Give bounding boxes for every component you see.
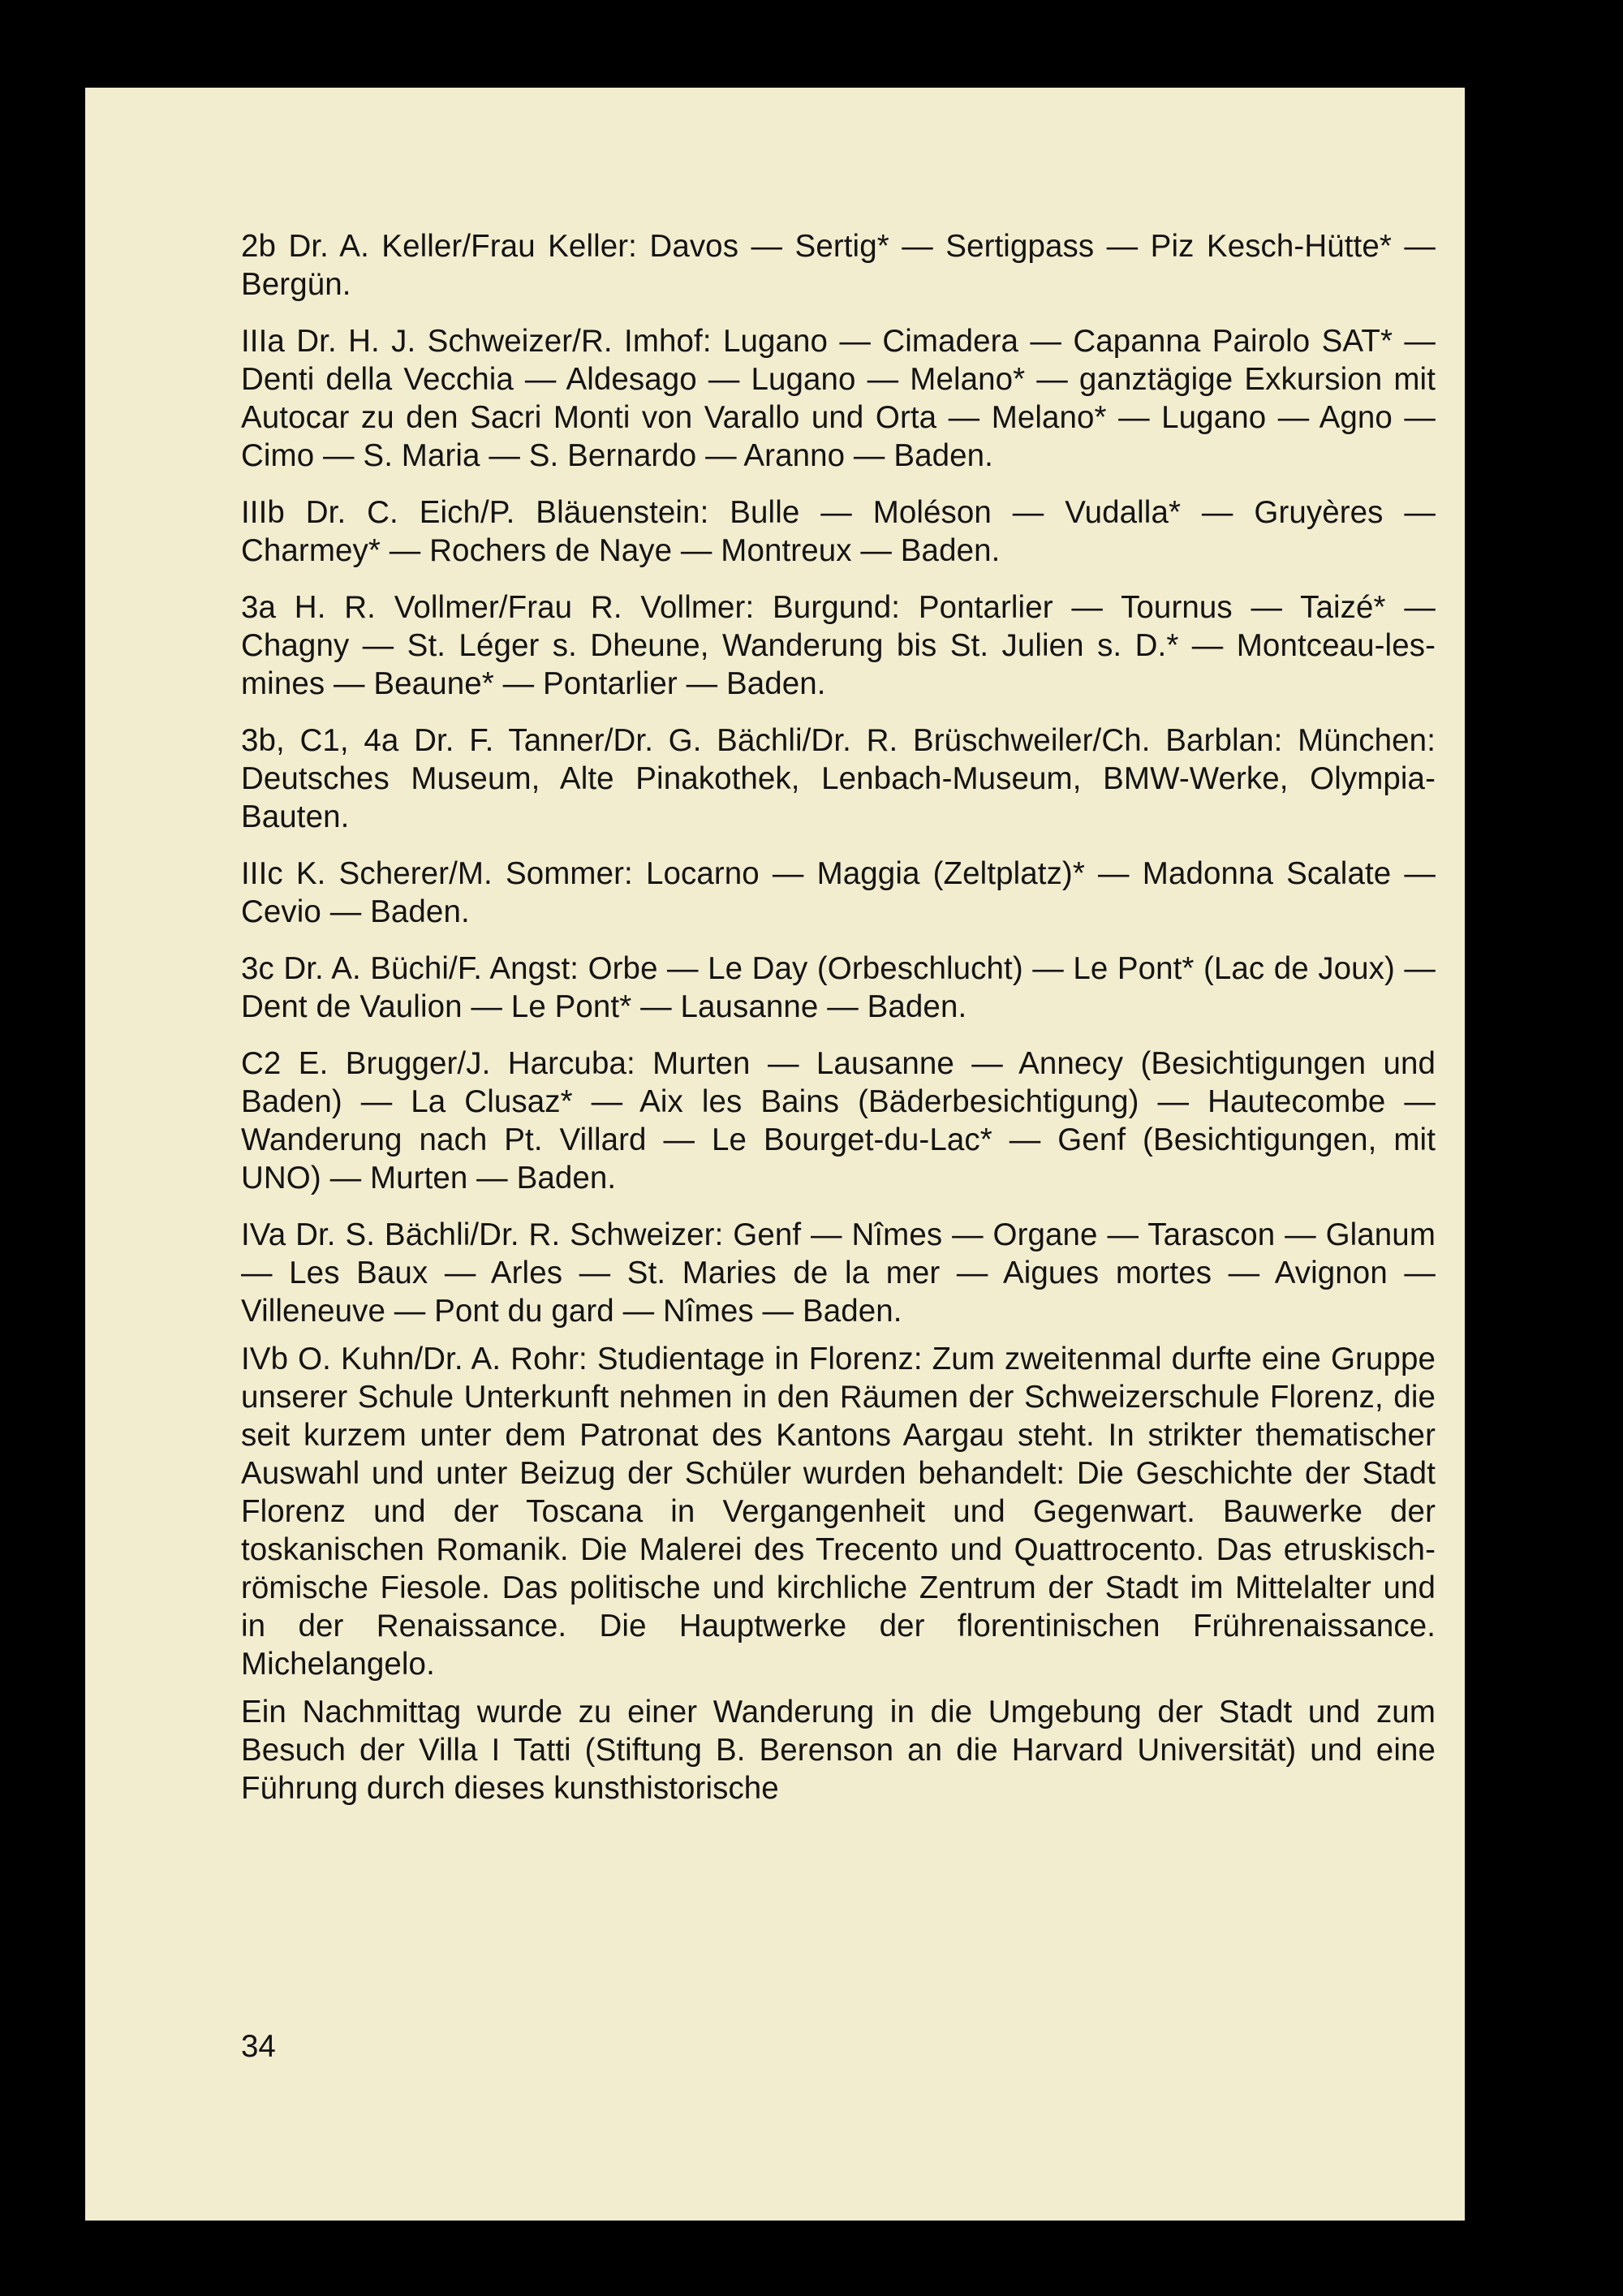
page-number: 34: [241, 2029, 276, 2064]
page-body: [241, 227, 1436, 1826]
excursion-entry-3a-roman: IIIa Dr. H. J. Schweizer/R. Imhof: Lugano — Cimadera — Capanna Pairolo SAT* — Denti della Vecchia — Aldesago — Lugano — Melano* — ganztägige Exkursion mit Autocar zu den Sacri Monti von Varallo und Orta — Melano* — Lugano — Agno — Cimo — S. Maria — S. Bernardo — Aranno — Baden.: [241, 324, 1436, 473]
excursion-entry-3b-c1-4a: 3b, C1, 4a Dr. F. Tanner/Dr. G. Bächli/Dr. R. Brüschweiler/Ch. Barblan: München: Deutsches Museum, Alte Pinakothek, Lenbach-Museum, BMW-Werke, Olympia-Bauten.: [241, 723, 1436, 834]
excursion-entry-2b: 2b Dr. A. Keller/Frau Keller: Davos — Sertig* — Sertigpass — Piz Kesch-Hütte* — Bergün.: [241, 229, 1436, 302]
excursion-entry-c2: C2 E. Brugger/J. Harcuba: Murten — Lausanne — Annecy (Besichtigungen und Baden) — La Clusaz* — Aix les Bains (Bäderbesichtigung) — Hautecombe — Wanderung nach Pt. Villard — Le Bourget-du-Lac* — Genf (Besichtigungen, mit UNO) — Murten — Baden.: [241, 1046, 1436, 1195]
excursion-entry-4a-roman: IVa Dr. S. Bächli/Dr. R. Schweizer: Genf — Nîmes — Organe — Tarascon — Glanum — Les Baux — Arles — St. Maries de la mer — Aigues mortes — Avignon — Villeneuve — Pont du gard — Nîmes — Baden.: [241, 1217, 1436, 1329]
excursion-entry-continuation: Ein Nachmittag wurde zu einer Wanderung in die Umgebung der Stadt und zum Besuch der Villa I Tatti (Stiftung B. Berenson an die Harvard Universität) und eine Führung durch dieses kunsthistorische: [241, 1695, 1436, 1806]
excursion-entry-3a: 3a H. R. Vollmer/Frau R. Vollmer: Burgund: Pontarlier — Tournus — Taizé* — Chagny — St. Léger s. Dheune, Wanderung bis St. Julien s. D.* — Montceau-les-mines — Beaune* — Pontarlier — Baden.: [241, 590, 1436, 701]
excursion-entry-4b-roman: IVb O. Kuhn/Dr. A. Rohr: Studientage in Florenz: Zum zweitenmal durfte eine Gruppe unserer Schule Unterkunft nehmen in den Räumen der Schweizerschule Florenz, die seit kurzem unter dem Patronat des Kantons Aargau steht. In strikter thematischer Auswahl und unter Beizug der Schüler wurden behandelt: Die Geschichte der Stadt Florenz und der Toscana in Vergangenheit und Gegenwart. Bauwerke der toskanischen Romanik. Die Malerei des Trecento und Quattrocento. Das etruskisch-römische Fiesole. Das politische und kirchliche Zentrum der Stadt im Mittelalter und in der Renaissance. Die Hauptwerke der florentinischen Frührenaissance. Michelangelo.: [241, 1342, 1436, 1682]
excursion-entry-3c: 3c Dr. A. Büchi/F. Angst: Orbe — Le Day (Orbeschlucht) — Le Pont* (Lac de Joux) — Dent de Vaulion — Le Pont* — Lausanne — Baden.: [241, 951, 1436, 1024]
excursion-entry-3c-roman: IIIc K. Scherer/M. Sommer: Locarno — Maggia (Zeltplatz)* — Madonna Scalate — Cevio — Baden.: [241, 856, 1436, 929]
document-page: [85, 88, 1465, 2221]
excursion-entry-3b-roman: IIIb Dr. C. Eich/P. Bläuenstein: Bulle — Moléson — Vudalla* — Gruyères — Charmey* — Rochers de Naye — Montreux — Baden.: [241, 495, 1436, 568]
